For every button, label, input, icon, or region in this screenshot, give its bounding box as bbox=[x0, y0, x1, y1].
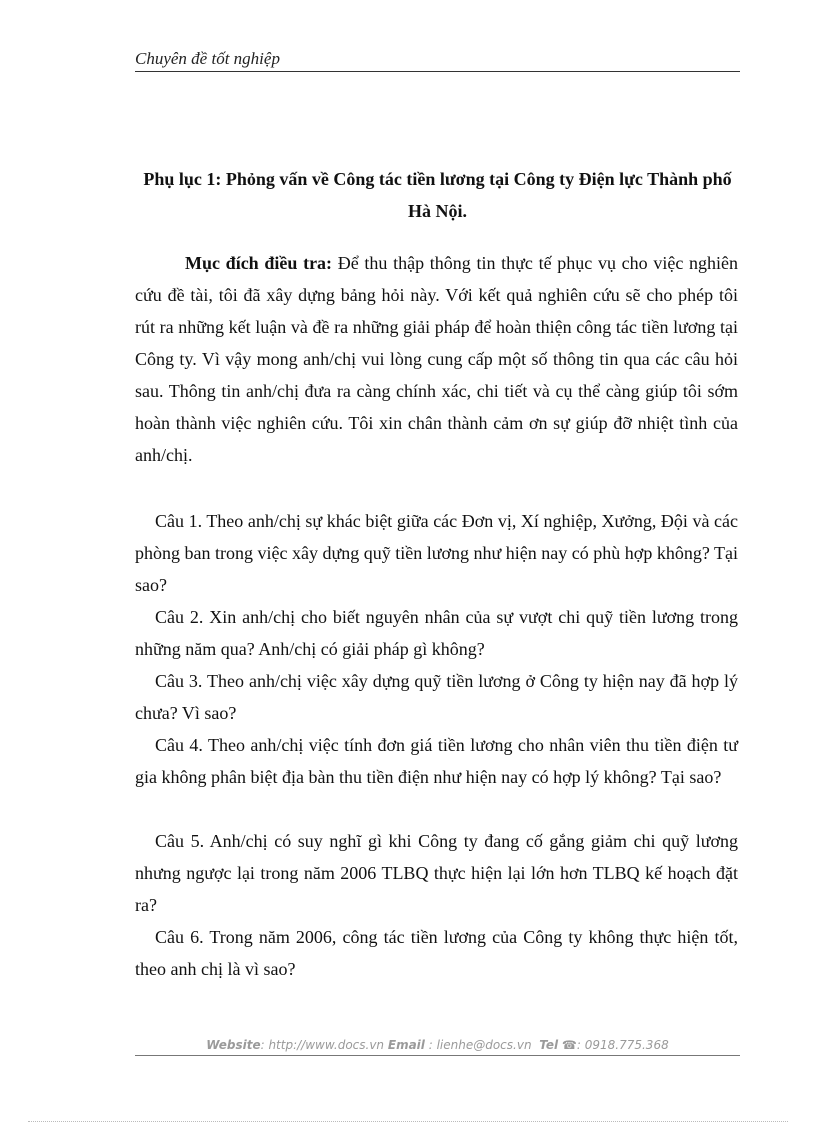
footer-tel-value: : 0918.775.368 bbox=[576, 1038, 669, 1052]
page-bottom-border bbox=[28, 1121, 788, 1122]
question-1: Câu 1. Theo anh/chị sự khác biệt giữa các Đơn vị, Xí nghiệp, Xưởng, Đội và các phòng ban trong việc xây dựng quỹ tiền lương như hiện nay có phù hợp không? Tại sao? bbox=[135, 511, 738, 595]
question-4: Câu 4. Theo anh/chị việc tính đơn giá tiền lương cho nhân viên thu tiền điện tư gia không phân biệt địa bàn thu tiền điện như hiện nay có hợp lý không? Tại sao? bbox=[135, 735, 738, 787]
question-2: Câu 2. Xin anh/chị cho biết nguyên nhân của sự vượt chi quỹ tiền lương trong những năm qua? Anh/chị có giải pháp gì không? bbox=[135, 607, 738, 659]
intro-paragraph bbox=[135, 247, 738, 471]
phone-icon: ☎ bbox=[561, 1038, 577, 1052]
question-6: Câu 6. Trong năm 2006, công tác tiền lương của Công ty không thực hiện tốt, theo anh chị là vì sao? bbox=[135, 927, 738, 979]
page-footer bbox=[135, 1037, 740, 1056]
footer-website-label: Website bbox=[206, 1038, 261, 1052]
footer-email-value[interactable]: : lienhe@docs.vn bbox=[424, 1038, 532, 1052]
question-3: Câu 3. Theo anh/chị việc xây dựng quỹ tiền lương ở Công ty hiện nay đã hợp lý chưa? Vì sao? bbox=[135, 671, 738, 723]
question-5: Câu 5. Anh/chị có suy nghĩ gì khi Công ty đang cố gắng giảm chi quỹ lương nhưng ngược lại trong năm 2006 TLBQ thực hiện lại lớn hơn TLBQ kế hoạch đặt ra? bbox=[135, 831, 738, 915]
intro-lead: Mục đích điều tra: bbox=[185, 253, 333, 273]
footer-website-value[interactable]: : http://www.docs.vn bbox=[260, 1038, 385, 1052]
footer-tel-label: Tel bbox=[539, 1038, 559, 1052]
appendix-title: Phụ lục 1: Phỏng vấn về Công tác tiền lương tại Công ty Điện lực Thành phố Hà Nội. bbox=[143, 169, 732, 221]
intro-text: Để thu thập thông tin thực tế phục vụ cho việc nghiên cứu đề tài, tôi đã xây dựng bảng hỏi này. Với kết quả nghiên cứu sẽ cho phép tôi rút ra những kết luận và đề ra những giải pháp để hoàn thiện công tác tiền lương tại Công ty. Vì vậy mong anh/chị vui lòng cung cấp một số thông tin qua các câu hỏi sau. Thông tin anh/chị đưa ra càng chính xác, chi tiết và cụ thể càng giúp tôi sớm hoàn thành việc nghiên cứu. Tôi xin chân thành cảm ơn sự giúp đỡ nhiệt tình của anh/chị. bbox=[135, 253, 738, 465]
page-header: Chuyên đề tốt nghiệp bbox=[135, 48, 740, 72]
footer-email-label: Email bbox=[387, 1038, 425, 1052]
